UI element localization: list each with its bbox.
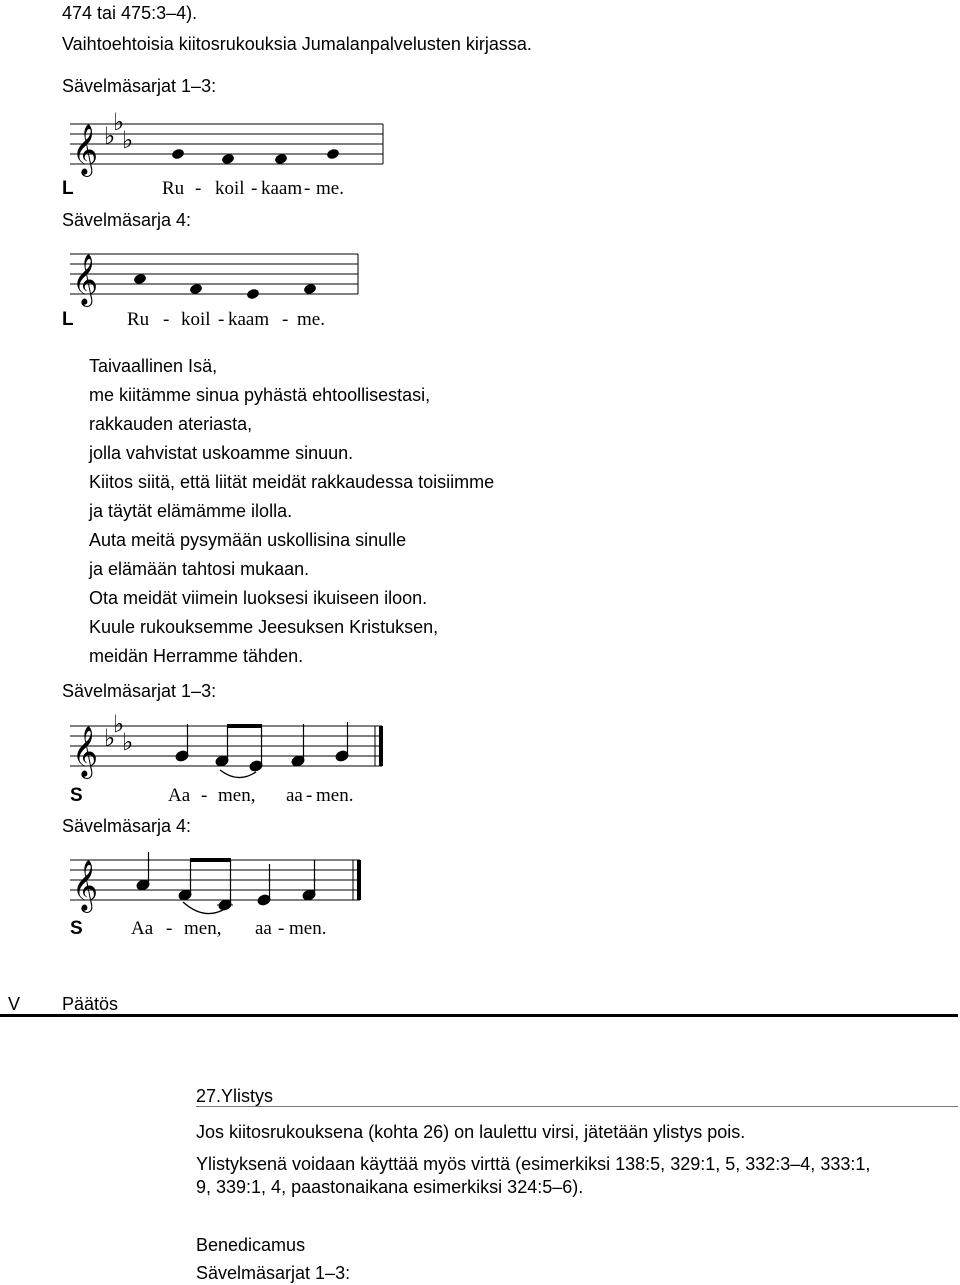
flat-icon: ♭	[113, 710, 125, 738]
music-staff	[70, 240, 370, 310]
item-divider	[196, 1106, 958, 1107]
prayer-line: Auta meitä pysymään uskollisina sinulle	[89, 530, 407, 550]
music-staff	[70, 108, 390, 175]
music-staff	[70, 712, 390, 782]
lyric-hyphen: -	[251, 178, 258, 199]
item-heading: 27.Ylistys	[196, 1086, 274, 1106]
lyric-syllable: aa	[286, 785, 303, 806]
prayer-line: meidän Herramme tähden.	[89, 646, 304, 666]
lyric-syllable: kaam	[261, 178, 303, 199]
lyric-syllable: Aa	[131, 918, 154, 939]
prayer-line: ja täytät elämämme ilolla.	[89, 501, 293, 521]
lyric-syllable: koil	[215, 178, 245, 199]
prayer-line: ja elämään tahtosi mukaan.	[89, 559, 310, 579]
paragraph: Ylistyksenä voidaan käyttää myös virttä (esimerkiksi 138:5, 329:1, 5, 332:3–4, 333:1,	[196, 1154, 871, 1174]
slur	[220, 770, 256, 778]
lyric-syllable: koil	[181, 309, 211, 330]
lyric-hyphen: -	[278, 918, 285, 939]
slur	[183, 902, 223, 914]
section-title: Päätös	[62, 994, 119, 1014]
notehead-icon	[221, 153, 235, 166]
prayer-line: rakkauden ateriasta,	[89, 414, 253, 434]
treble-clef-icon: 𝄞	[72, 254, 99, 305]
lyric-syllable: men,	[184, 918, 222, 939]
role-liturgist: L	[62, 178, 74, 199]
flat-icon: ♭	[104, 724, 116, 752]
notehead-icon	[274, 153, 288, 166]
lyric-hyphen: -	[163, 309, 170, 330]
treble-clef-icon: 𝄞	[72, 860, 99, 911]
lyric-hyphen: -	[304, 178, 311, 199]
lyric-syllable: me.	[297, 309, 325, 330]
lyric-syllable: kaam	[228, 309, 270, 330]
lyric-hyphen: -	[218, 309, 225, 330]
lyric-hyphen: -	[195, 178, 202, 199]
treble-clef-icon: 𝄞	[72, 124, 99, 175]
prayer-line: Ota meidät viimein luoksesi ikuiseen iloon.	[89, 588, 428, 608]
melody-series-label: Sävelmäsarjat 1–3:	[196, 1263, 351, 1283]
lyric-syllable: Ru	[127, 309, 150, 330]
prayer-line: jolla vahvistat uskoamme sinuun.	[89, 443, 354, 463]
notehead-icon	[189, 283, 203, 296]
lyric-hyphen: -	[306, 785, 313, 806]
lyric-hyphen: -	[282, 309, 289, 330]
melody-series-label: Sävelmäsarja 4:	[62, 210, 192, 230]
text-line: Vaihtoehtoisia kiitosrukouksia Jumalanpalvelusten kirjassa.	[62, 34, 532, 54]
notehead-icon	[303, 283, 317, 296]
music-staff	[70, 846, 370, 916]
lyric-syllable: me.	[316, 178, 344, 199]
subheading: Benedicamus	[196, 1235, 306, 1255]
role-congregation: S	[70, 918, 83, 939]
lyric-syllable: Aa	[168, 785, 191, 806]
role-congregation: S	[70, 785, 83, 806]
lyric-syllable: aa	[255, 918, 272, 939]
section-divider	[0, 1014, 958, 1017]
paragraph: 9, 339:1, 4, paastonaikana esimerkiksi 324:5–6).	[196, 1177, 584, 1197]
text-line: 474 tai 475:3–4).	[62, 3, 198, 23]
prayer-line: Kiitos siitä, että liität meidät rakkaudessa toisiimme	[89, 472, 495, 492]
section-number: V	[8, 994, 21, 1014]
flat-icon: ♭	[104, 122, 116, 150]
prayer-line: Taivaallinen Isä,	[89, 356, 218, 376]
lyric-hyphen: -	[166, 918, 173, 939]
prayer-line: me kiitämme sinua pyhästä ehtoollisestasi,	[89, 385, 431, 405]
melody-series-label: Sävelmäsarjat 1–3:	[62, 681, 217, 701]
role-liturgist: L	[62, 309, 74, 330]
treble-clef-icon: 𝄞	[72, 726, 99, 777]
lyric-syllable: men,	[218, 785, 256, 806]
lyric-syllable: men.	[316, 785, 354, 806]
flat-icon: ♭	[122, 126, 134, 154]
lyric-hyphen: -	[201, 785, 208, 806]
melody-series-label: Sävelmäsarja 4:	[62, 816, 192, 836]
lyric-syllable: men.	[289, 918, 327, 939]
notehead-icon	[171, 148, 185, 161]
flat-icon: ♭	[113, 108, 125, 136]
notehead-icon	[326, 148, 340, 161]
flat-icon: ♭	[122, 728, 134, 756]
prayer-line: Kuule rukouksemme Jeesuksen Kristuksen,	[89, 617, 439, 637]
notehead-icon	[246, 288, 260, 301]
notehead-icon	[133, 273, 147, 286]
lyric-syllable: Ru	[162, 178, 185, 199]
paragraph: Jos kiitosrukouksena (kohta 26) on laulettu virsi, jätetään ylistys pois.	[196, 1122, 746, 1142]
melody-series-label: Sävelmäsarjat 1–3:	[62, 76, 217, 96]
